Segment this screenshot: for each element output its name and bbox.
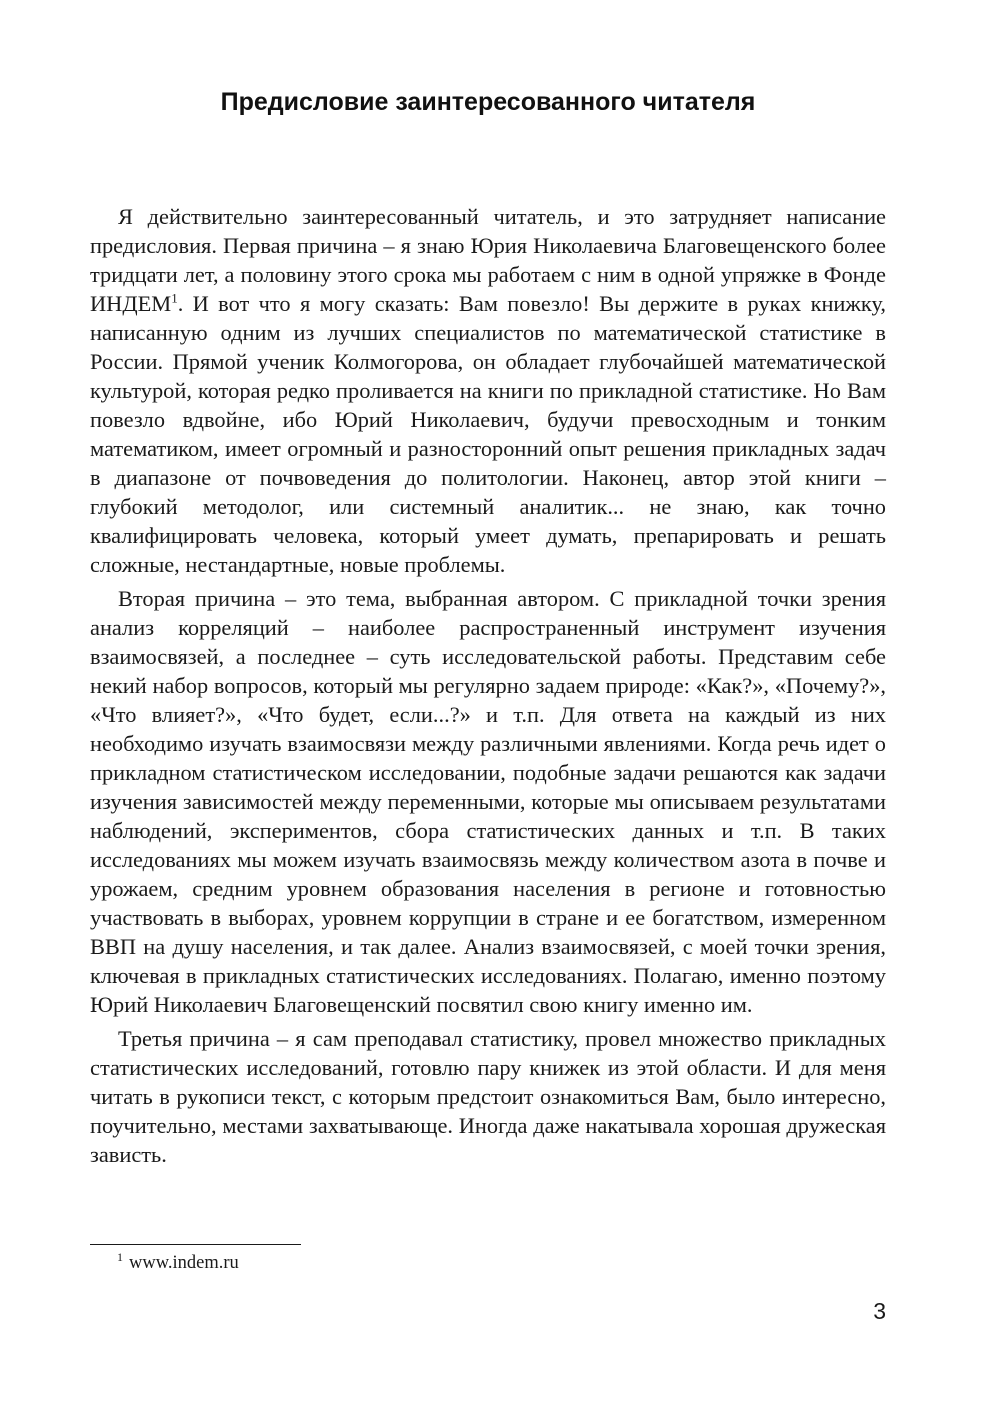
footnote-mark: 1 — [117, 1249, 123, 1264]
paragraph-2: Вторая причина – это тема, выбранная автором. С прикладной точки зрения анализ корреляций – наиболее распространенный инструмент изучения взаимосвязей, а последнее – суть исследовательской работы. Представим себе некий набор вопросов, который мы регулярно задаем природе: «Как?», «Почему?», «Что влияет?», «Что будет, если...?» и т.п. Для ответа на каждый из них необходимо изучать взаимосвязи между различными явлениями. Когда речь идет о прикладном статистическом исследовании, подобные задачи решаются как задачи изучения зависимостей между переменными, которые мы описываем результатами наблюдений, экспериментов, сбора статистических данных и т.п. В таких исследованиях мы можем изучать взаимосвязь между количеством азота в почве и урожаем, средним уровнем образования населения в регионе и готовностью участвовать в выборах, уровнем коррупции в стране и ее богатством, измеренном ВВП на душу населения, и так далее. Анализ взаимосвязей, с моей точки зрения, ключевая в прикладных статистических исследованиях. Полагаю, именно поэтому Юрий Николаевич Благовещенский посвятил свою книгу именно им. — [90, 586, 886, 1017]
footnote-divider — [90, 1244, 301, 1245]
body-text — [90, 202, 886, 1174]
page-title: Предисловие заинтересованного читателя — [220, 88, 756, 116]
paragraph-3: Третья причина – я сам преподавал статистику, провел множество прикладных статистических исследований, готовлю пару книжек из этой области. И для меня читать в рукописи текст, с которым предстоит ознакомиться Вам, было интересно, поучительно, местами захватывающе. Иногда даже накатывала хорошая дружеская зависть. — [90, 1026, 886, 1167]
footnote — [117, 1251, 239, 1275]
footnote-link[interactable]: www.indem.ru — [129, 1253, 239, 1273]
page-number: 3 — [873, 1298, 886, 1324]
footnote-reference: 1 — [171, 290, 178, 306]
paragraph-1-text-a: Я действительно заинтересованный читатель, и это затрудняет написание предисловия. Первая причина – я знаю Юрия Николаевича Благовещенского более тридцати лет, а половину этого срока мы работаем с ним в одной упряжке в Фонде ИНДЕМ — [90, 204, 886, 316]
paragraph-1-text-b: . И вот что я могу сказать: Вам повезло! Вы держите в руках книжку, написанную одним из лучших специалистов по математической статистике в России. Прямой ученик Колмогорова, он обладает глубочайшей математической культурой, которая редко проливается на книги по прикладной статистике. Но Вам повезло вдвойне, ибо Юрий Николаевич, будучи превосходным и тонким математиком, имеет огромный и разносторонний опыт решения прикладных задач в диапазоне от почвоведения до политологии. Наконец, автор этой книги – глубокий методолог, или системный аналитик... не знаю, как точно квалифицировать человека, который умеет думать, препарировать и решать сложные, нестандартные, новые проблемы. — [90, 291, 886, 577]
paragraph-1 — [90, 202, 886, 579]
